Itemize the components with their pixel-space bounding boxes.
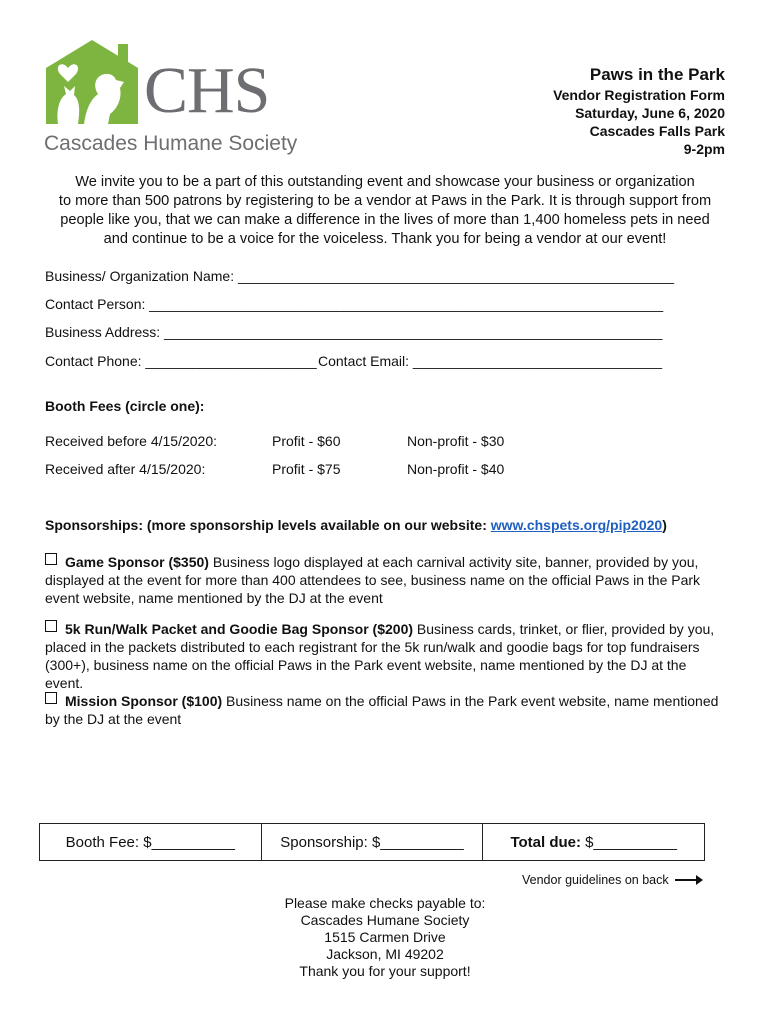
game-sponsor-checkbox[interactable] [45, 553, 57, 565]
5k-sponsor-checkbox[interactable] [45, 620, 57, 632]
fee-option-profit[interactable]: Profit - $60 [272, 433, 341, 449]
sponsor-desc-line: (300+), business name on the official Paws in the Park event website, name mentioned by the DJ at the event. [45, 657, 687, 691]
checks-line: Jackson, MI 49202 [326, 946, 444, 962]
payment-instructions [235, 895, 535, 980]
website-link[interactable]: www.chspets.org/pip2020 [490, 517, 663, 533]
logo-org-name: Cascades Humane Society [44, 132, 298, 155]
sponsor-desc: Business name on the official Paws in the Park event website, name mentioned [222, 693, 719, 709]
contact-email-field[interactable]: Contact Email: ________________________________ [318, 353, 663, 369]
sponsorship-item-game [45, 553, 725, 607]
sponsor-desc-line: placed in the packets distributed to each registrant for the 5k run/walk and goodie bags for top fundraisers [45, 639, 700, 655]
business-address-field[interactable]: Business Address: ________________________________________________________________ [45, 324, 663, 340]
sponsor-title: 5k Run/Walk Packet and Goodie Bag Sponsor ($200) [65, 621, 414, 637]
guidelines-text: Vendor guidelines on back [522, 873, 669, 887]
intro-line: to more than 500 patrons by registering to be a vendor at Paws in the Park. It is through support from [58, 193, 712, 209]
booth-fee-total[interactable]: Booth Fee: $__________ [40, 824, 262, 860]
checks-line: Please make checks payable to: [284, 895, 486, 911]
intro-line: people like you, that we can make a difference in the lives of more than 1,400 homeless pets in need [60, 212, 710, 228]
sponsor-desc-line: by the DJ at the event [45, 711, 182, 727]
checks-line: Cascades Humane Society [300, 912, 470, 928]
total-due-label: Total due: [510, 833, 581, 851]
event-title: Paws in the Park [589, 65, 725, 84]
fee-row-label: Received after 4/15/2020: [45, 461, 206, 477]
business-name-field[interactable]: Business/ Organization Name: ________________________________________________________ [45, 268, 675, 284]
intro-line: We invite you to be a part of this outstanding event and showcase your business or organization [75, 174, 695, 190]
contact-phone-field[interactable]: Contact Phone: ______________________ [45, 353, 317, 369]
sponsorships-heading [45, 517, 667, 533]
intro-paragraph [40, 173, 730, 249]
event-header [553, 64, 725, 158]
sponsor-desc: Business cards, trinket, or flier, provided by you, [413, 621, 715, 637]
total-due[interactable] [483, 824, 704, 860]
vendor-guidelines-note [522, 873, 701, 887]
house-pets-logo-icon [44, 38, 144, 126]
sponsor-desc-line: event website, name mentioned by the DJ at the event [45, 590, 383, 606]
fee-option-nonprofit[interactable]: Non-profit - $40 [407, 461, 505, 477]
fee-row-label: Received before 4/15/2020: [45, 433, 218, 449]
event-time: 9-2pm [683, 141, 725, 157]
sponsorships-heading-text: Sponsorships: (more sponsorship levels available on our website: [45, 517, 491, 533]
fee-option-nonprofit[interactable]: Non-profit - $30 [407, 433, 505, 449]
fee-option-profit[interactable]: Profit - $75 [272, 461, 341, 477]
sponsorship-item-5k [45, 620, 725, 692]
logo-initials: CHS [144, 54, 270, 127]
sponsor-title: Mission Sponsor ($100) [65, 693, 223, 709]
sponsorship-total[interactable]: Sponsorship: $__________ [262, 824, 484, 860]
intro-line: and continue to be a voice for the voiceless. Thank you for being a vendor at our event! [103, 231, 667, 247]
mission-sponsor-checkbox[interactable] [45, 692, 57, 704]
sponsor-desc-line: displayed at the event for more than 400 attendees to see, business name on the official Paws in the Park [45, 572, 701, 588]
form-name: Vendor Registration Form [553, 87, 725, 103]
sponsorships-heading-end: ) [662, 517, 667, 533]
sponsorship-item-mission [45, 692, 725, 728]
event-date: Saturday, June 6, 2020 [575, 105, 725, 121]
chs-logo [44, 38, 298, 158]
checks-line: Thank you for your support! [299, 963, 471, 979]
sponsor-desc: Business logo displayed at each carnival activity site, banner, provided by you, [208, 554, 699, 570]
event-location: Cascades Falls Park [589, 123, 725, 139]
total-due-blank: $__________ [580, 833, 677, 851]
booth-fees-heading: Booth Fees (circle one): [45, 398, 205, 414]
arrow-right-icon [675, 879, 701, 881]
totals-box [39, 823, 705, 861]
sponsor-title: Game Sponsor ($350) [65, 554, 209, 570]
contact-person-field[interactable]: Contact Person: __________________________________________________________________ [45, 296, 664, 312]
checks-line: 1515 Carmen Drive [324, 929, 446, 945]
